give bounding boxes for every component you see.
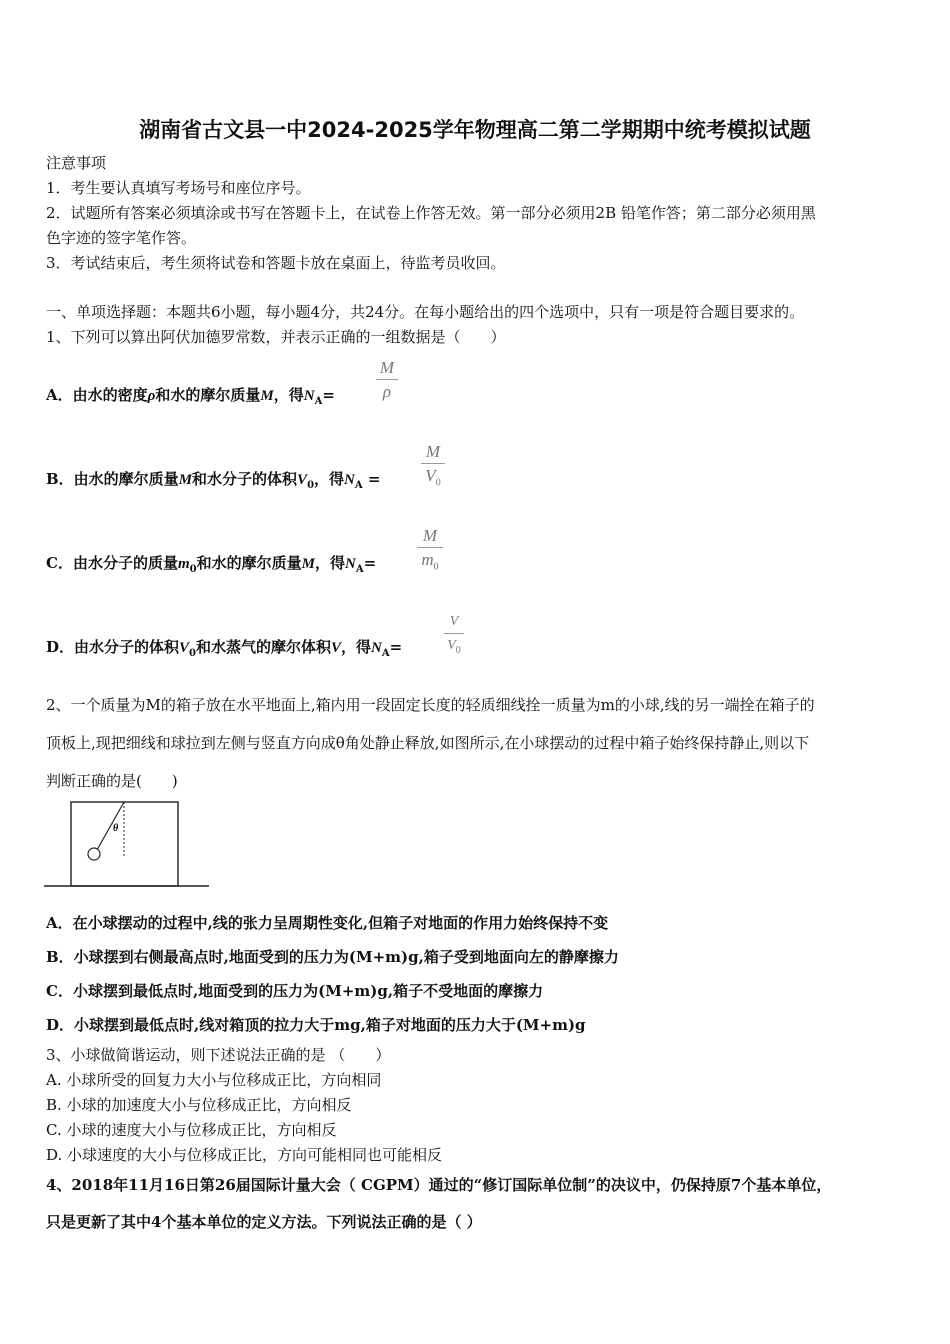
question-3-stem: 3、小球做简谐运动，则下述说法正确的是 （ ） xyxy=(46,1046,391,1064)
notice-item: 色字迹的签字笔作答。 xyxy=(46,229,197,247)
q2-option-d: D．小球摆到最低点时,线对箱顶的拉力大于mg,箱子对地面的压力大于(M+m)g xyxy=(46,1016,586,1034)
q1-option-d-fraction: V $V_0$ xyxy=(444,612,464,661)
angle-label: θ xyxy=(113,823,119,834)
q1-option-b: B．由水的摩尔质量M和水分子的体积$V_0$，得$N_A$ = xyxy=(46,470,381,491)
question-4-stem: 只是更新了其中4个基本单位的定义方法。下列说法正确的是（ ） xyxy=(46,1213,482,1231)
question-2-stem: 判断正确的是( ) xyxy=(46,772,178,790)
q1-option-b-fraction: M $V_0$ xyxy=(421,442,445,493)
notice-item: 1．考生要认真填写考场号和座位序号。 xyxy=(46,179,311,197)
q2-option-b: B．小球摆到右侧最高点时,地面受到的压力为(M+m)g,箱子受到地面向左的静摩擦力 xyxy=(46,948,619,966)
question-4-stem: 4、2018年11月16日第26届国际计量大会（ CGPM）通过的“修订国际单位制”的决议中，仍保持原7个基本单位， xyxy=(46,1176,832,1194)
q1-option-a-fraction: M ρ xyxy=(376,358,398,402)
q1-option-c-fraction: M $m_0$ xyxy=(417,526,443,577)
notice-item: 3．考试结束后，考生须将试卷和答题卡放在桌面上，待监考员收回。 xyxy=(46,254,506,272)
notice-item: 2．试题所有答案必须填涂或书写在答题卡上，在试卷上作答无效。第一部分必须用2B 铅笔作答；第二部分必须用黑 xyxy=(46,204,816,222)
page-title: 湖南省古文县一中2024-2025学年物理高二第二学期期中统考模拟试题 xyxy=(139,118,811,142)
q2-option-a: A．在小球摆动的过程中,线的张力呈周期性变化,但箱子对地面的作用力始终保持不变 xyxy=(46,914,609,932)
q1-option-c: C．由水分子的质量$m_0$和水的摩尔质量M，得$N_A=$ xyxy=(46,554,377,575)
q1-option-a: A．由水的密度ρ和水的摩尔质量M，得$N_A=$ xyxy=(46,386,335,407)
q2-option-c: C．小球摆到最低点时,地面受到的压力为(M+m)g,箱子不受地面的摩擦力 xyxy=(46,982,544,1000)
section-heading: 一、单项选择题：本题共6小题，每小题4分，共24分。在每小题给出的四个选项中，只有一项是符合题目要求的。 xyxy=(46,303,805,321)
ball xyxy=(88,848,100,860)
question-1-stem: 1、下列可以算出阿伏加德罗常数，并表示正确的一组数据是（ ） xyxy=(46,328,506,346)
string-line xyxy=(97,802,124,850)
question-2-stem: 顶板上,现把细线和球拉到左侧与竖直方向成θ角处静止释放,如图所示,在小球摆动的过程中箱子始终保持静止,则以下 xyxy=(46,734,810,752)
pendulum-box-figure xyxy=(44,798,214,890)
q3-option-b: B. 小球的加速度大小与位移成正比，方向相反 xyxy=(46,1096,352,1114)
q3-option-d: D. 小球速度的大小与位移成正比，方向可能相同也可能相反 xyxy=(46,1146,443,1164)
q3-option-a: A. 小球所受的回复力大小与位移成正比，方向相同 xyxy=(46,1071,382,1089)
q3-option-c: C. 小球的速度大小与位移成正比，方向相反 xyxy=(46,1121,337,1139)
notice-heading: 注意事项 xyxy=(46,154,107,172)
question-2-stem: 2、一个质量为M的箱子放在水平地面上,箱内用一段固定长度的轻质细线拴一质量为m的小球,线的另一端拴在箱子的 xyxy=(46,696,815,714)
q1-option-d: D．由水分子的体积$V_0$和水蒸气的摩尔体积V，得$N_A=$ xyxy=(46,638,403,659)
